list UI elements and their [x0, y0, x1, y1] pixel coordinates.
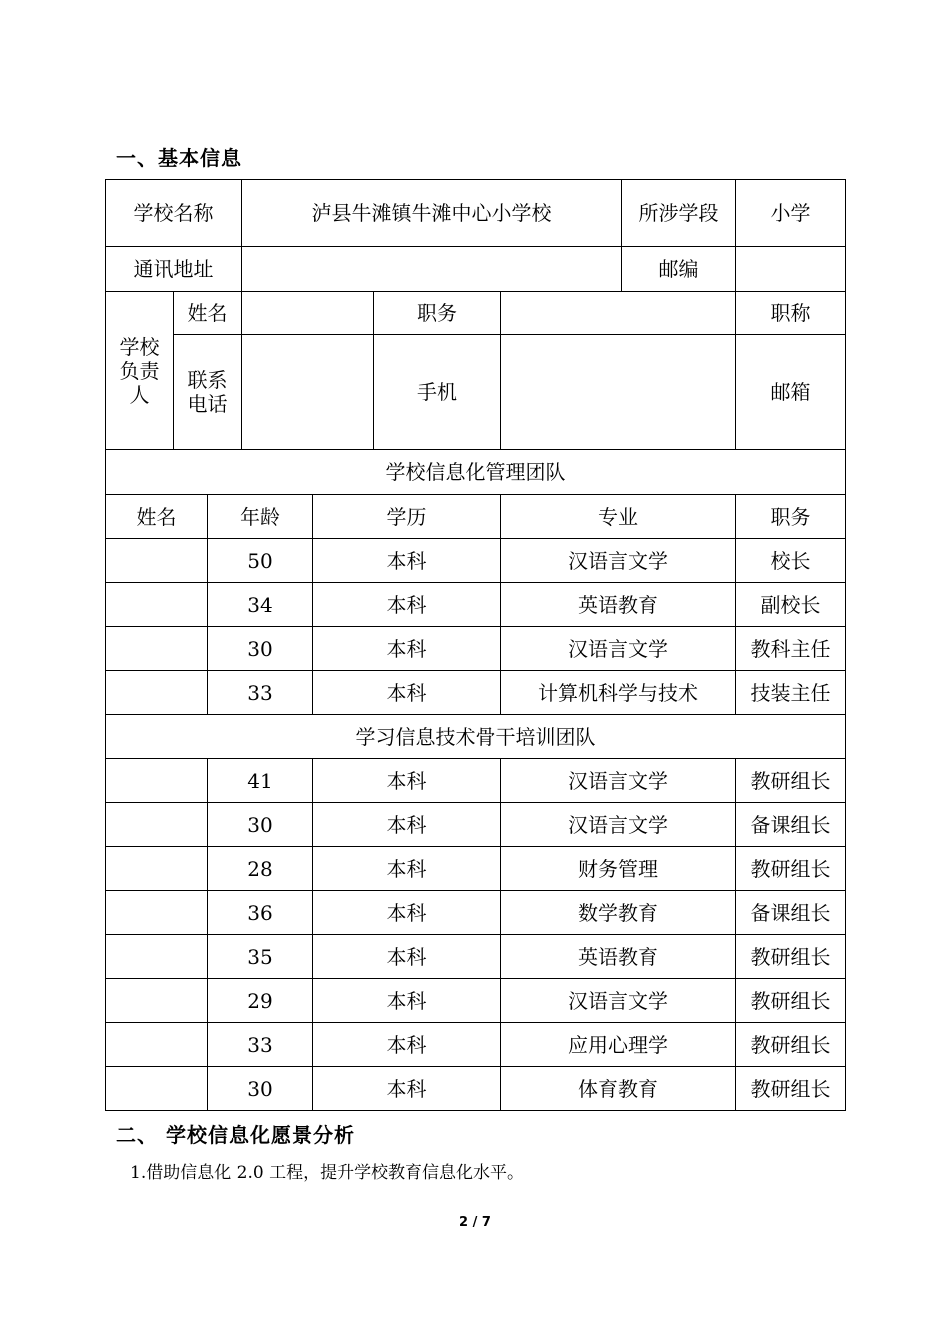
address-value	[242, 247, 622, 292]
table-row	[106, 803, 846, 847]
cell-age: 33	[208, 1023, 313, 1067]
cell-age: 36	[208, 891, 313, 935]
cell-duty: 教科主任	[736, 627, 846, 671]
basic-info-table	[105, 179, 846, 1111]
cell-education: 本科	[313, 671, 501, 715]
cell-duty: 副校长	[736, 583, 846, 627]
mobile-value	[501, 335, 736, 450]
cell-major: 汉语言文学	[501, 539, 736, 583]
header-education: 学历	[313, 495, 501, 539]
cell-major: 英语教育	[501, 935, 736, 979]
cell-name	[106, 671, 208, 715]
cell-duty: 教研组长	[736, 979, 846, 1023]
cell-name	[106, 539, 208, 583]
header-major: 专业	[501, 495, 736, 539]
cell-education: 本科	[313, 627, 501, 671]
duty-label: 职务	[374, 292, 501, 335]
team2-title: 学习信息技术骨干培训团队	[106, 715, 846, 759]
cell-education: 本科	[313, 1067, 501, 1111]
table-row	[106, 935, 846, 979]
team1-title: 学校信息化管理团队	[106, 450, 846, 495]
cell-name	[106, 803, 208, 847]
mobile-label: 手机	[374, 335, 501, 450]
cell-age: 41	[208, 759, 313, 803]
header-duty: 职务	[736, 495, 846, 539]
cell-name	[106, 1067, 208, 1111]
cell-age: 33	[208, 671, 313, 715]
cell-major: 汉语言文学	[501, 803, 736, 847]
cell-major: 应用心理学	[501, 1023, 736, 1067]
title-label: 职称	[736, 292, 846, 335]
table-row	[106, 671, 846, 715]
name-label: 姓名	[174, 292, 242, 335]
cell-name	[106, 759, 208, 803]
school-name-value: 泸县牛滩镇牛滩中心小学校	[242, 180, 622, 247]
cell-age: 35	[208, 935, 313, 979]
header-age: 年龄	[208, 495, 313, 539]
section-title-vision: 二、 学校信息化愿景分析	[116, 1123, 355, 1147]
cell-duty: 教研组长	[736, 847, 846, 891]
principal-label: 学校负责人	[106, 292, 174, 450]
cell-duty: 教研组长	[736, 935, 846, 979]
cell-education: 本科	[313, 935, 501, 979]
cell-major: 财务管理	[501, 847, 736, 891]
stage-value: 小学	[736, 180, 846, 247]
table-row	[106, 979, 846, 1023]
cell-duty: 校长	[736, 539, 846, 583]
phone-value	[242, 335, 374, 450]
phone-label: 联系电话	[174, 335, 242, 450]
postcode-label: 邮编	[622, 247, 736, 292]
cell-duty: 备课组长	[736, 803, 846, 847]
school-name-label: 学校名称	[106, 180, 242, 247]
address-label: 通讯地址	[106, 247, 242, 292]
cell-education: 本科	[313, 979, 501, 1023]
cell-name	[106, 847, 208, 891]
postcode-value	[736, 247, 846, 292]
vision-item-1: 1.借助信息化 2.0 工程，提升学校教育信息化水平。	[130, 1163, 525, 1183]
cell-education: 本科	[313, 759, 501, 803]
cell-major: 计算机科学与技术	[501, 671, 736, 715]
table-row	[106, 583, 846, 627]
cell-age: 34	[208, 583, 313, 627]
stage-label: 所涉学段	[622, 180, 736, 247]
cell-major: 汉语言文学	[501, 759, 736, 803]
row-school-name	[106, 180, 846, 247]
row-team2-title	[106, 715, 846, 759]
cell-age: 50	[208, 539, 313, 583]
row-team1-title	[106, 450, 846, 495]
cell-education: 本科	[313, 1023, 501, 1067]
name-value	[242, 292, 374, 335]
cell-education: 本科	[313, 539, 501, 583]
header-name: 姓名	[106, 495, 208, 539]
cell-major: 汉语言文学	[501, 979, 736, 1023]
table-row	[106, 1067, 846, 1111]
cell-age: 30	[208, 803, 313, 847]
cell-name	[106, 583, 208, 627]
table-row	[106, 891, 846, 935]
section-title-basic-info: 一、基本信息	[116, 146, 242, 170]
cell-education: 本科	[313, 583, 501, 627]
cell-major: 数学教育	[501, 891, 736, 935]
cell-education: 本科	[313, 847, 501, 891]
table-row	[106, 1023, 846, 1067]
cell-education: 本科	[313, 891, 501, 935]
row-address	[106, 247, 846, 292]
cell-major: 汉语言文学	[501, 627, 736, 671]
cell-age: 30	[208, 627, 313, 671]
email-label: 邮箱	[736, 335, 846, 450]
cell-major: 体育教育	[501, 1067, 736, 1111]
table-row	[106, 627, 846, 671]
cell-age: 30	[208, 1067, 313, 1111]
cell-age: 29	[208, 979, 313, 1023]
table-row	[106, 539, 846, 583]
cell-name	[106, 1023, 208, 1067]
cell-name	[106, 935, 208, 979]
table-row	[106, 759, 846, 803]
row-principal-name	[106, 292, 846, 335]
cell-duty: 备课组长	[736, 891, 846, 935]
cell-name	[106, 979, 208, 1023]
page-number: 2 / 7	[459, 1215, 491, 1230]
cell-age: 28	[208, 847, 313, 891]
cell-name	[106, 627, 208, 671]
cell-duty: 教研组长	[736, 1067, 846, 1111]
cell-name	[106, 891, 208, 935]
row-team-headers	[106, 495, 846, 539]
cell-duty: 教研组长	[736, 1023, 846, 1067]
cell-duty: 教研组长	[736, 759, 846, 803]
cell-duty: 技装主任	[736, 671, 846, 715]
table-row	[106, 847, 846, 891]
cell-major: 英语教育	[501, 583, 736, 627]
duty-value	[501, 292, 736, 335]
cell-education: 本科	[313, 803, 501, 847]
row-principal-contact	[106, 335, 846, 450]
